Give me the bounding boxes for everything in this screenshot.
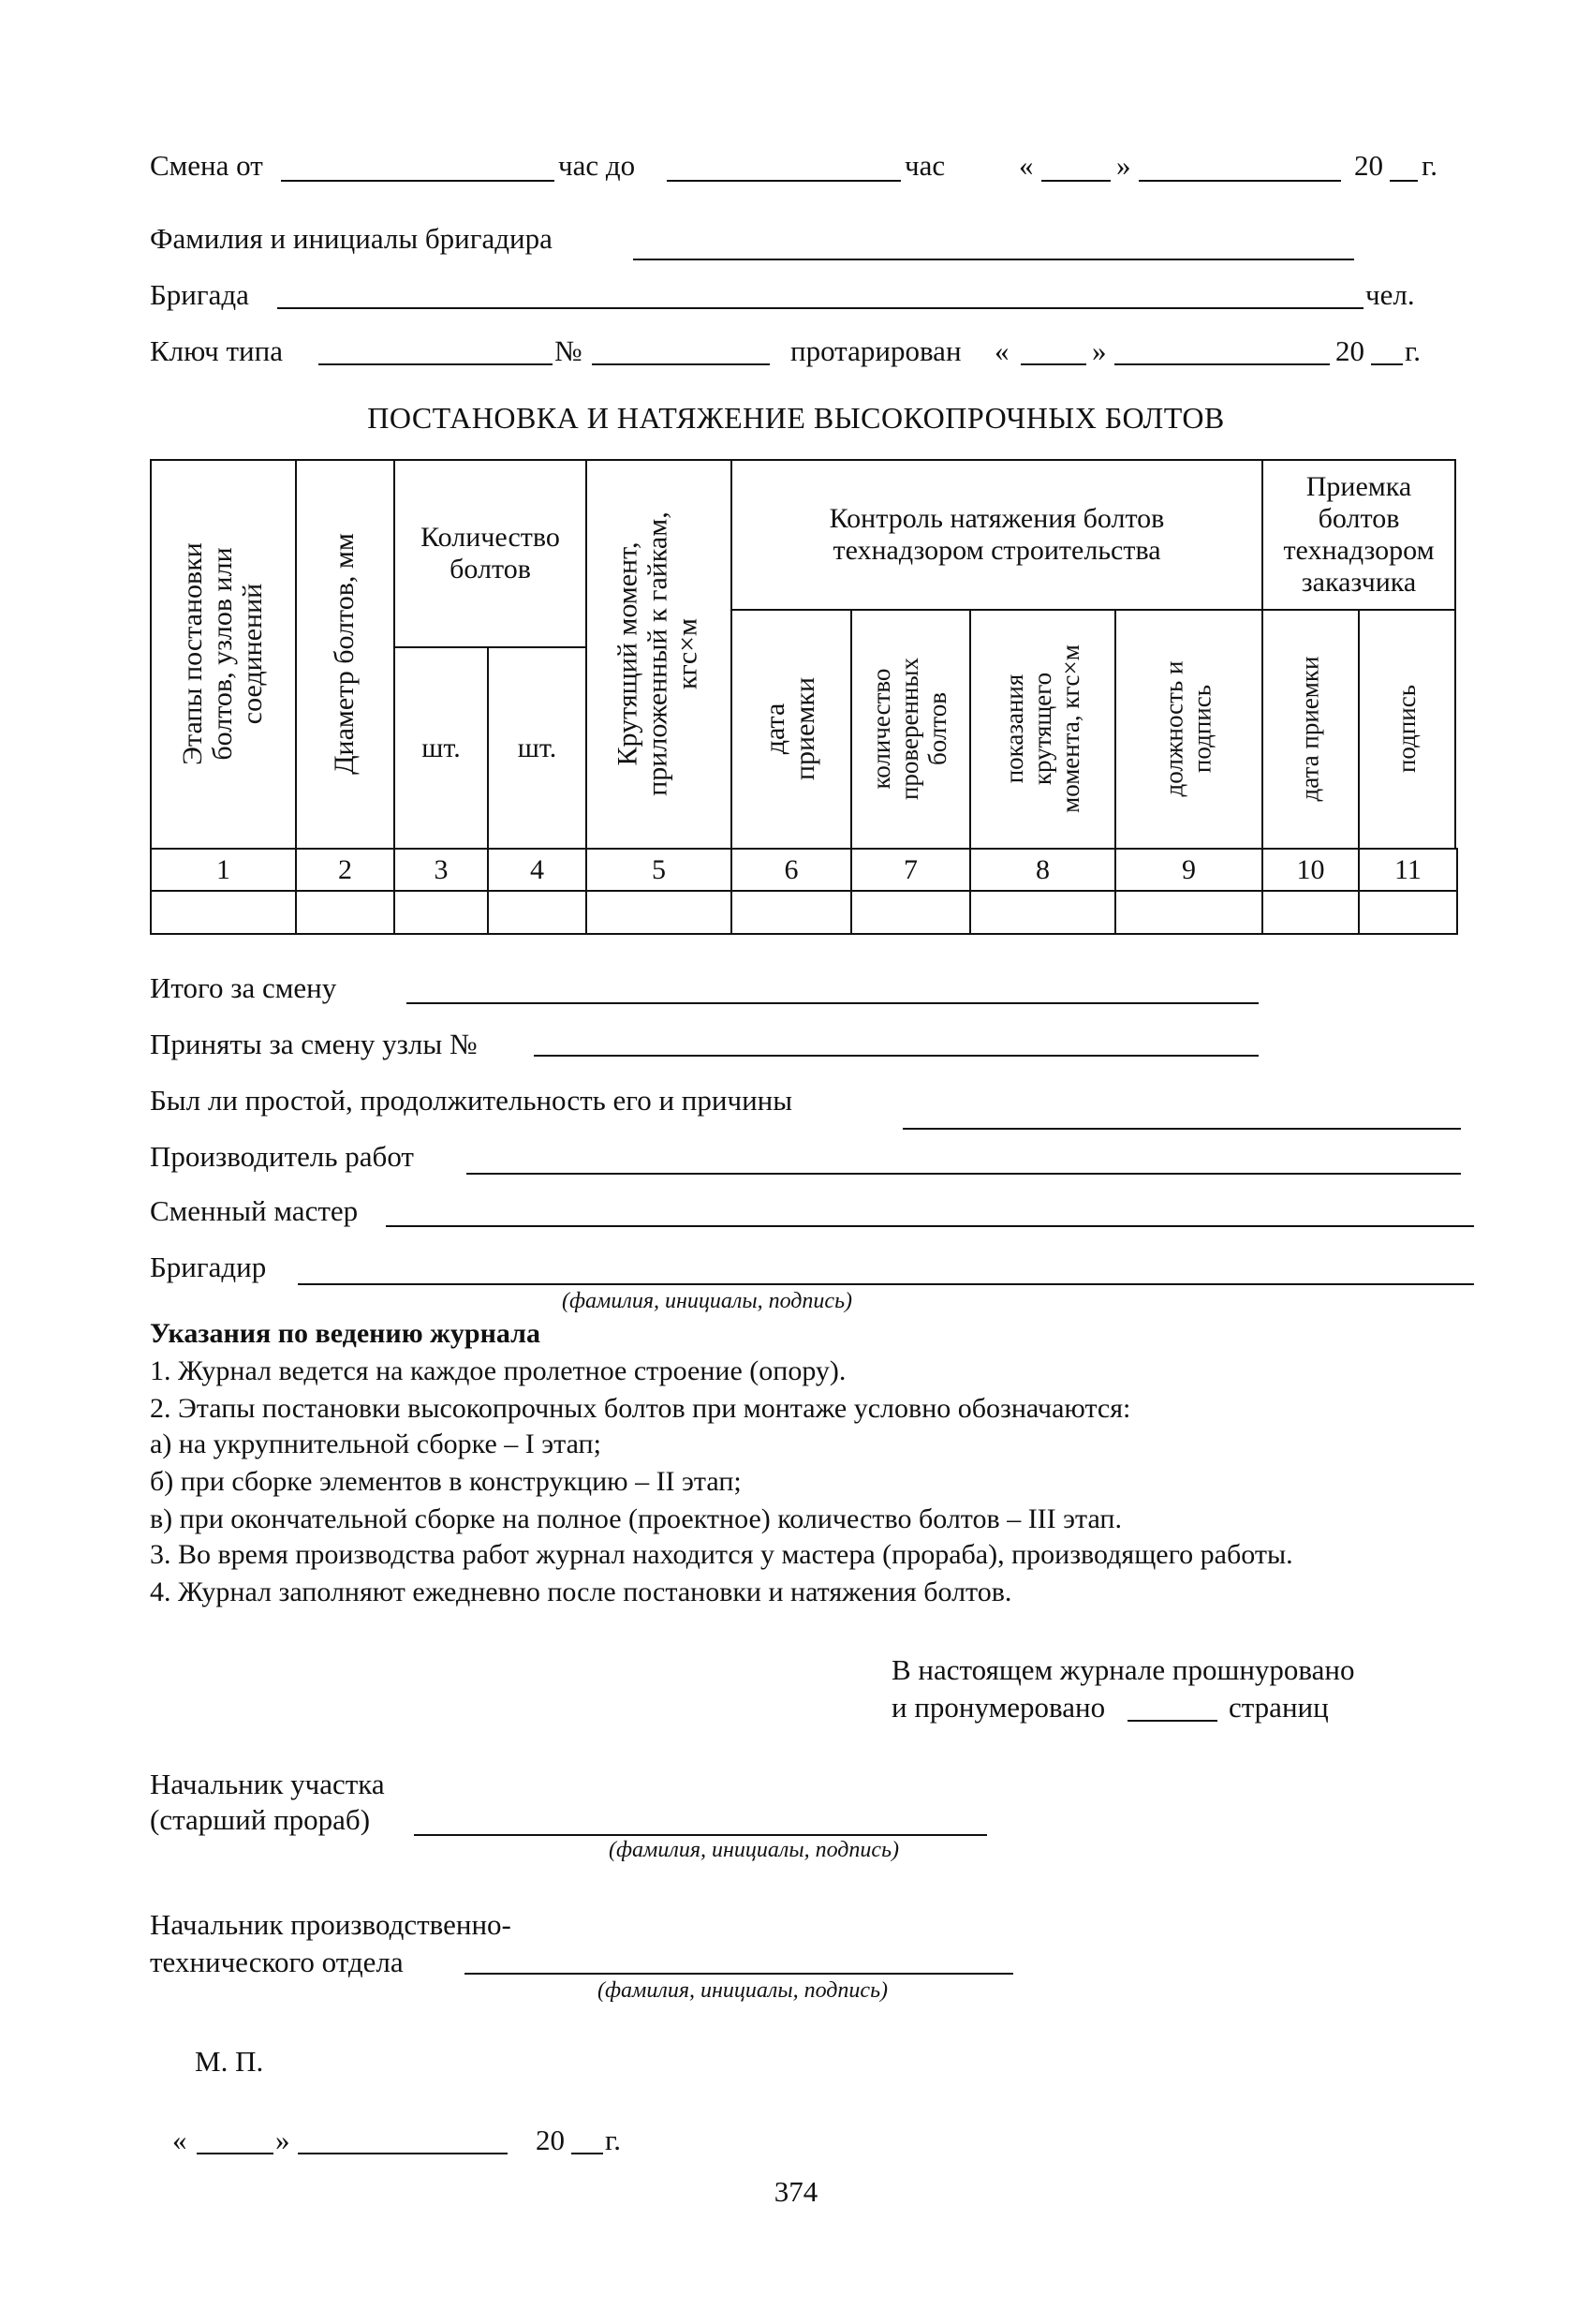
header-acceptance-text: Приемка болтов технадзором заказчика bbox=[1283, 471, 1435, 598]
page-number: 374 bbox=[774, 2175, 818, 2208]
site-chief-line2: (старший прораб) bbox=[150, 1803, 371, 1836]
entry-cell[interactable] bbox=[585, 890, 732, 935]
pto-chief-caption: (фамилия, инициалы, подпись) bbox=[597, 1978, 888, 2003]
column-number: 5 bbox=[585, 848, 732, 892]
column-number: 2 bbox=[295, 848, 395, 892]
header-accept-date: дата приемки bbox=[759, 676, 820, 780]
pto-chief-sign-field[interactable] bbox=[464, 1973, 1013, 1975]
downtime-field[interactable] bbox=[903, 1128, 1461, 1130]
stamp-place: М. П. bbox=[195, 2045, 264, 2078]
hour-to-label: час до bbox=[558, 149, 636, 182]
header-pcs-a-text: шт. bbox=[421, 732, 461, 763]
header-acceptance-group bbox=[1261, 459, 1456, 611]
column-number: 11 bbox=[1358, 848, 1458, 892]
column-number: 6 bbox=[730, 848, 852, 892]
header-control-group bbox=[730, 459, 1263, 611]
shift-year-field[interactable] bbox=[1390, 180, 1418, 182]
shift-total-label: Итого за смену bbox=[150, 971, 337, 1004]
key-type-field[interactable] bbox=[318, 363, 553, 365]
bolts-table bbox=[150, 459, 1456, 935]
foreman-label: Бригадир bbox=[150, 1251, 267, 1283]
date-quote-close: » bbox=[275, 2124, 290, 2156]
entry-cell[interactable] bbox=[730, 890, 852, 935]
calib-month-field[interactable] bbox=[1114, 363, 1330, 365]
foreman-name-field[interactable] bbox=[633, 259, 1354, 260]
binding-note-line1: В настоящем журнале прошнуровано bbox=[892, 1653, 1355, 1686]
year-prefix: 20 bbox=[1354, 149, 1383, 182]
entry-cell[interactable] bbox=[295, 890, 395, 935]
header-stages: Этапы постановки болтов, узлов или соединений bbox=[176, 541, 268, 765]
binding-note-line2a: и пронумеровано bbox=[892, 1691, 1106, 1724]
accepted-nodes-field[interactable] bbox=[534, 1055, 1259, 1057]
site-chief-sign-field[interactable] bbox=[414, 1834, 987, 1836]
work-manager-field[interactable] bbox=[466, 1173, 1461, 1175]
shift-day-field[interactable] bbox=[1041, 180, 1111, 182]
entry-cell[interactable] bbox=[1358, 890, 1458, 935]
column-number: 3 bbox=[393, 848, 489, 892]
date-year-field[interactable] bbox=[571, 2153, 603, 2154]
hour-label: час bbox=[905, 149, 946, 182]
instruction-item: 4. Журнал заполняют ежедневно после постановки и натяжения болтов. bbox=[150, 1576, 1012, 1607]
binding-note-line2b: страниц bbox=[1229, 1691, 1329, 1724]
quote-close: » bbox=[1116, 149, 1131, 182]
key-number-field[interactable] bbox=[592, 363, 770, 365]
number-sign: № bbox=[554, 334, 582, 367]
table-title: ПОСТАНОВКА И НАТЯЖЕНИЕ ВЫСОКОПРОЧНЫХ БОЛТОВ bbox=[367, 401, 1225, 435]
entry-cell[interactable] bbox=[1114, 890, 1263, 935]
header-pcs-b-text: шт. bbox=[517, 732, 557, 763]
date-quote-open: « bbox=[172, 2124, 187, 2156]
pto-chief-line2: технического отдела bbox=[150, 1946, 404, 1978]
calib-quote-open: « bbox=[995, 334, 1010, 367]
column-number: 10 bbox=[1261, 848, 1360, 892]
shift-master-label: Сменный мастер bbox=[150, 1194, 359, 1227]
quote-open: « bbox=[1019, 149, 1034, 182]
site-chief-line1: Начальник участка bbox=[150, 1768, 385, 1800]
header-customer-sign: подпись bbox=[1393, 684, 1422, 773]
brigade-field[interactable] bbox=[277, 307, 1364, 309]
entry-cell[interactable] bbox=[1261, 890, 1360, 935]
column-number: 1 bbox=[150, 848, 297, 892]
shift-to-field[interactable] bbox=[667, 180, 901, 182]
instruction-item: а) на укрупнительной сборке – I этап; bbox=[150, 1428, 601, 1459]
calibrated-label: протарирован bbox=[790, 334, 962, 367]
foreman-field[interactable] bbox=[298, 1283, 1474, 1285]
header-pcs-b bbox=[487, 646, 587, 850]
calib-day-field[interactable] bbox=[1021, 363, 1086, 365]
shift-total-field[interactable] bbox=[406, 1002, 1259, 1004]
instruction-item: 3. Во время производства работ журнал находится у мастера (прораба), производящего работы. bbox=[150, 1539, 1293, 1570]
entry-cell[interactable] bbox=[150, 890, 297, 935]
column-number: 9 bbox=[1114, 848, 1263, 892]
pages-count-field[interactable] bbox=[1128, 1720, 1217, 1722]
brigade-label: Бригада bbox=[150, 278, 249, 311]
site-chief-caption: (фамилия, инициалы, подпись) bbox=[609, 1838, 899, 1862]
accepted-nodes-label: Приняты за смену узлы № bbox=[150, 1028, 478, 1060]
date-month-field[interactable] bbox=[298, 2153, 508, 2154]
header-customer-date: дата приемки bbox=[1295, 656, 1324, 801]
header-checked-count: количество проверенных болтов bbox=[867, 657, 952, 800]
calib-year-field[interactable] bbox=[1371, 363, 1403, 365]
date-year-suffix: г. bbox=[605, 2124, 621, 2156]
column-number: 8 bbox=[969, 848, 1116, 892]
downtime-label: Был ли простой, продолжительность его и причины bbox=[150, 1084, 793, 1117]
date-year-prefix: 20 bbox=[536, 2124, 565, 2156]
entry-cell[interactable] bbox=[850, 890, 971, 935]
key-type-label: Ключ типа bbox=[150, 334, 283, 367]
instructions-heading: Указания по ведению журнала bbox=[150, 1318, 540, 1349]
header-torque-reading: показания крутящего момента, кгс×м bbox=[999, 644, 1084, 813]
shift-master-field[interactable] bbox=[386, 1225, 1474, 1227]
column-number: 7 bbox=[850, 848, 971, 892]
header-diameter: Диаметр болтов, мм bbox=[328, 532, 360, 775]
pto-chief-line1: Начальник производственно- bbox=[150, 1908, 511, 1941]
header-control-text: Контроль натяжения болтов технадзором строительства bbox=[829, 503, 1165, 566]
foreman-caption: (фамилия, инициалы, подпись) bbox=[562, 1289, 852, 1313]
shift-month-field[interactable] bbox=[1139, 180, 1341, 182]
header-quantity bbox=[393, 459, 587, 648]
instruction-item: б) при сборке элементов в конструкцию – II этап; bbox=[150, 1466, 742, 1497]
instruction-item: в) при окончательной сборке на полное (проектное) количество болтов – III этап. bbox=[150, 1503, 1122, 1534]
entry-cell[interactable] bbox=[969, 890, 1116, 935]
persons-suffix: чел. bbox=[1365, 278, 1415, 311]
header-position-sign: должность и подпись bbox=[1159, 660, 1216, 796]
instruction-item: 2. Этапы постановки высокопрочных болтов при монтаже условно обозначаются: bbox=[150, 1393, 1131, 1424]
calib-year-suffix: г. bbox=[1405, 334, 1421, 367]
header-pcs-a bbox=[393, 646, 489, 850]
calib-quote-close: » bbox=[1092, 334, 1107, 367]
calib-year-prefix: 20 bbox=[1335, 334, 1364, 367]
foreman-name-label: Фамилия и инициалы бригадира bbox=[150, 222, 553, 255]
date-day-field[interactable] bbox=[197, 2153, 273, 2154]
header-quantity-text: Количество болтов bbox=[420, 522, 560, 585]
entry-cell[interactable] bbox=[393, 890, 489, 935]
work-manager-label: Производитель работ bbox=[150, 1140, 414, 1173]
entry-cell[interactable] bbox=[487, 890, 587, 935]
year-suffix: г. bbox=[1422, 149, 1437, 182]
instruction-item: 1. Журнал ведется на каждое пролетное строение (опору). bbox=[150, 1355, 847, 1386]
column-number: 4 bbox=[487, 848, 587, 892]
header-torque: Крутящий момент, приложенный к гайкам, кгс×м bbox=[612, 511, 703, 796]
shift-label: Смена от bbox=[150, 149, 263, 182]
shift-from-field[interactable] bbox=[281, 180, 554, 182]
